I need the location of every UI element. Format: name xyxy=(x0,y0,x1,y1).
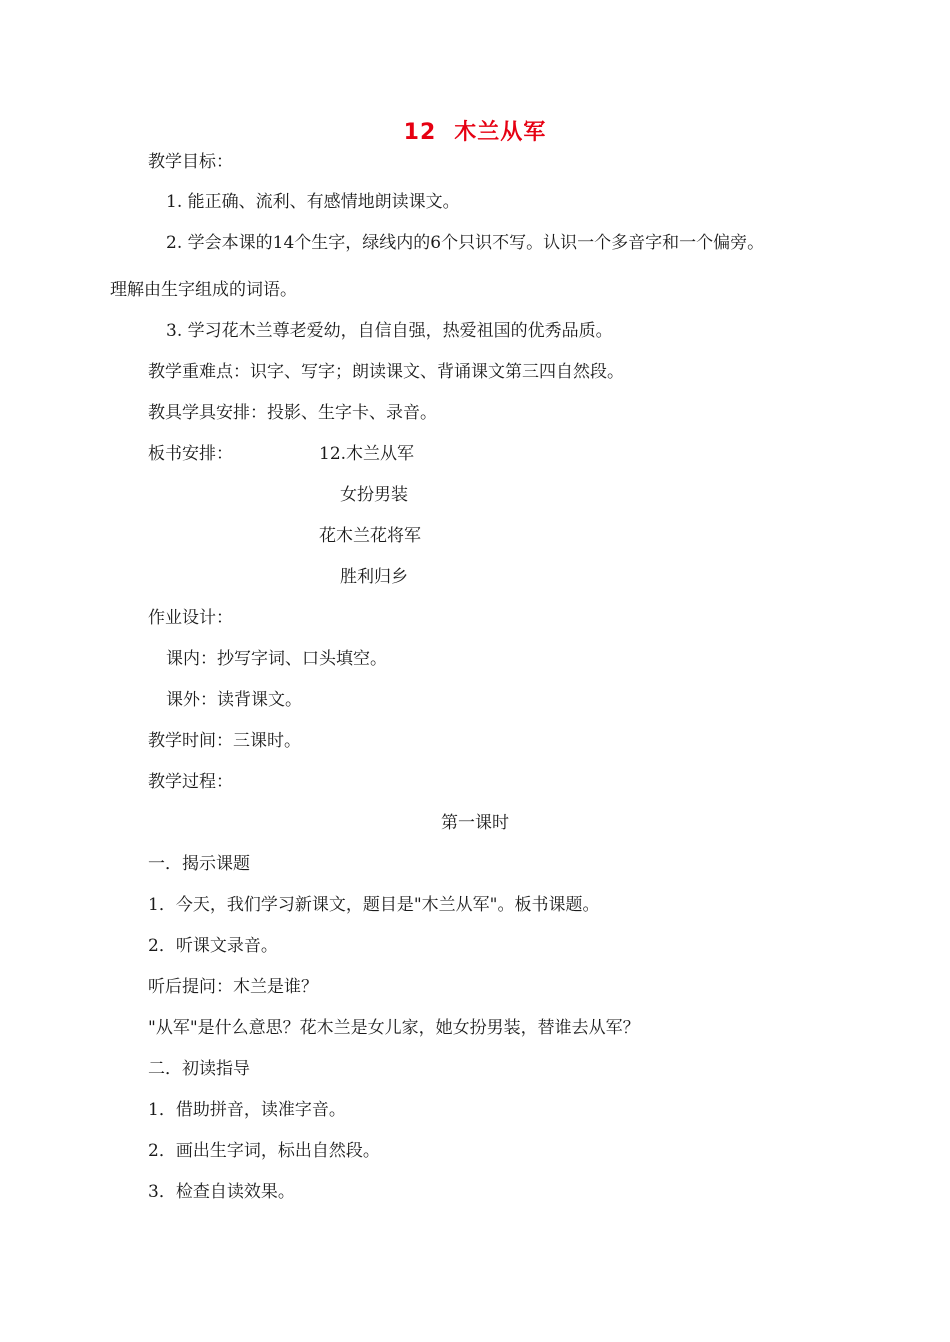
teaching-time: 教学时间：三课时。 xyxy=(148,731,301,751)
board-line-4: 胜利归乡 xyxy=(340,567,408,587)
step-3: 2．听课文录音。 xyxy=(148,936,278,956)
board-line-1: 12.木兰从军 xyxy=(319,444,415,464)
homework-heading: 作业设计： xyxy=(148,608,233,628)
step-8: 2．画出生字词，标出自然段。 xyxy=(148,1141,380,1161)
process-heading: 教学过程： xyxy=(148,772,233,792)
homework-after-class: 课外：读背课文。 xyxy=(166,690,302,710)
objective-1: 1. 能正确、流利、有感情地朗读课文。 xyxy=(166,192,460,212)
step-5: "从军"是什么意思？花木兰是女儿家，她女扮男装，替谁去从军？ xyxy=(148,1018,640,1038)
teaching-tools: 教具学具安排：投影、生字卡、录音。 xyxy=(148,403,437,423)
board-line-2: 女扮男装 xyxy=(340,485,408,505)
homework-in-class: 课内：抄写字词、口头填空。 xyxy=(166,649,387,669)
step-4: 听后提问：木兰是谁？ xyxy=(148,977,318,997)
title-number: 12 xyxy=(403,120,437,145)
lesson-heading: 第一课时 xyxy=(441,813,509,833)
objective-3: 3. 学习花木兰尊老爱幼，自信自强，热爱祖国的优秀品质。 xyxy=(166,321,613,341)
board-label: 板书安排： xyxy=(148,444,233,464)
step-1: 一．揭示课题 xyxy=(148,854,250,874)
title-text: 木兰从军 xyxy=(454,120,547,145)
step-2: 1．今天，我们学习新课文，题目是"木兰从军"。板书课题。 xyxy=(148,895,600,915)
objective-2: 2. 学会本课的14个生字，绿线内的6个只识不写。认识一个多音字和一个偏旁。 xyxy=(166,233,765,253)
board-line-3: 花木兰花将军 xyxy=(319,526,421,546)
objective-2-continued: 理解由生字组成的词语。 xyxy=(110,280,297,300)
step-7: 1．借助拼音，读准字音。 xyxy=(148,1100,346,1120)
objectives-heading: 教学目标： xyxy=(148,152,233,172)
step-9: 3．检查自读效果。 xyxy=(148,1182,295,1202)
key-points: 教学重难点：识字、写字；朗读课文、背诵课文第三四自然段。 xyxy=(148,362,624,382)
document-title xyxy=(0,118,950,148)
step-6: 二．初读指导 xyxy=(148,1059,250,1079)
